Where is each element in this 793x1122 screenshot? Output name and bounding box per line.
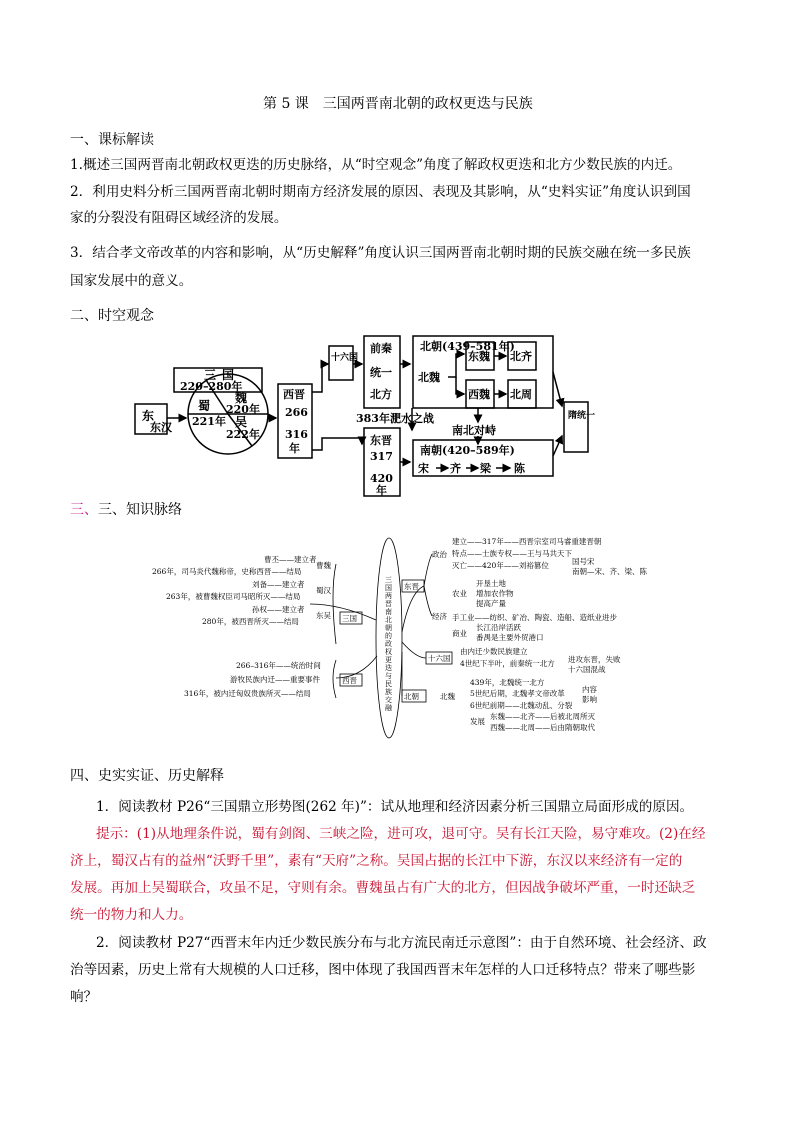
mm-bw2a: 内容 — [582, 685, 597, 694]
tl-xiwei: 西魏 — [468, 388, 490, 401]
tl-chen: 陈 — [514, 462, 525, 475]
a1-line-2: 济上，蜀汉占有的益州“沃野千里”，素有“天府”之称。吴国占据的长江中下游，东汉以来经济有一定的 — [70, 853, 683, 869]
tl-beifang: 北方 — [370, 388, 392, 401]
tl-xijin: 西晋 — [283, 388, 305, 401]
mm-miewang: 灭亡——420年——刘裕篡位 — [452, 561, 549, 570]
mm-dongwu: 东吴 — [316, 611, 331, 620]
tl-liang: 梁 — [480, 462, 491, 475]
tl-beiwei: 北魏 — [418, 371, 440, 384]
mm-shuhan: 蜀汉 — [316, 586, 331, 595]
tl-song: 宋 — [418, 462, 429, 475]
mm-beiwei: 北魏 — [440, 692, 455, 701]
mm-xj-c: 316年，被内迁匈奴贵族所灭——结局 — [184, 689, 311, 698]
tl-dongjin-nian: 年 — [376, 484, 387, 497]
tl-beiqi: 北齐 — [510, 350, 532, 363]
s1-paragraph-3a: 3．结合孝文帝改革的内容和影响，从“历史解释”角度认识三国两晋南北朝时期的民族交融在统一多民族 — [70, 245, 691, 261]
mm-bw5: 西魏——北周——后由隋朝取代 — [490, 723, 595, 732]
mindmap-diagram — [140, 532, 650, 744]
mm-dongjin: 东晋 — [404, 582, 419, 591]
tl-xijin-nian: 年 — [289, 442, 300, 455]
tl-wu: 吴 — [235, 415, 248, 429]
tl-dongjin-end: 420 — [370, 472, 393, 485]
mm-ny2: 增加农作物 — [476, 589, 514, 598]
mm-guohao: 国号宋 — [572, 557, 595, 566]
tl-xijin-start: 266 — [285, 406, 308, 419]
mm-shougongye: 手工业——纺织、矿冶、陶瓷、造船、造纸业进步 — [452, 613, 617, 622]
section-3-heading: 三、三、知识脉络 — [70, 502, 182, 518]
box-shiliuguo — [329, 346, 353, 380]
mm-bw2: 5世纪后期，北魏孝文帝改革 — [470, 689, 565, 698]
mm-fazhan: 发展 — [470, 717, 485, 726]
tl-donghan-a: 东 — [142, 409, 155, 423]
mm-cao-b: 266年，司马炎代魏称帝，史称西晋——结局 — [152, 567, 302, 576]
mm-nongye: 农业 — [452, 589, 467, 598]
mm-beichao: 北朝 — [404, 692, 419, 701]
section-2-heading: 二、时空观念 — [70, 308, 154, 324]
box-sui — [564, 402, 588, 452]
mm-nanchao: 南朝—宋、齐、梁、陈 — [572, 567, 647, 576]
tl-shiliuguo: 十六国 — [331, 353, 359, 363]
tl-dongjin: 东晋 — [370, 434, 392, 447]
mm-sl1: 由内迁少数民族建立 — [460, 647, 528, 656]
tl-dongwei: 东魏 — [468, 350, 490, 363]
a1-line-1: 提示：(1)从地理条件说，蜀有剑阁、三峡之险，进可攻，退可守。吴有长江天险，易守难攻。(2)在经 — [96, 826, 706, 842]
s1-paragraph-2a: 2．利用史料分析三国两晋南北朝时期南方经济发展的原因、表现及其影响，从“史料实证”角度认识到国 — [70, 184, 691, 200]
tl-donghan: 东汉 — [150, 421, 172, 434]
tl-wei: 魏 — [235, 391, 248, 405]
tl-beizhou: 北周 — [510, 388, 532, 401]
mm-sl3b: 十六国混战 — [568, 665, 606, 674]
s1-paragraph-3b: 国家发展中的意义。 — [70, 273, 193, 289]
mm-sun-a: 孙权——建立者 — [252, 605, 305, 614]
mm-caowei: 曹魏 — [316, 561, 331, 570]
mm-xj-a: 266–316年——统治时间 — [236, 661, 321, 670]
mm-jianli: 建立——317年——西晋宗室司马睿重建晋朝 — [452, 537, 602, 546]
tl-wu-year: 222年 — [226, 428, 260, 441]
section-1-heading: 一、课标解读 — [70, 132, 154, 148]
mm-sl3a: 进攻东晋，失败 — [568, 655, 621, 664]
mm-zhengzhi: 政治 — [432, 550, 447, 559]
mm-jingji: 经济 — [432, 612, 447, 621]
mm-bw3: 6世纪前期——北魏动乱、分裂 — [470, 701, 573, 710]
page-title: 第 5 课 三国两晋南北朝的政权更迭与民族 — [263, 96, 533, 112]
mm-tedian: 特点——士族专权——王与马共天下 — [452, 549, 572, 558]
q2-line-2: 治等因素，历史上常有大规模的人口迁移，图中体现了我国西晋末年怎样的人口迁移特点？带来了哪些影 — [70, 962, 696, 978]
tl-qianqin: 前秦 — [370, 342, 392, 355]
mm-sy1: 长江沿岸活跃 — [476, 623, 521, 632]
mm-shiliuguo: 十六国 — [428, 654, 451, 663]
q1: 1．阅读教材 P26“三国鼎立形势图(262 年)”：试从地理和经济因素分析三国鼎立局面形成的原因。 — [96, 799, 694, 815]
mm-sun-b: 280年，被西晋所灭——结局 — [202, 617, 299, 626]
timeline-diagram — [130, 332, 596, 500]
mm-cao-a: 曹丕——建立者 — [264, 555, 317, 564]
mm-xj-b: 游牧民族内迁——重要事件 — [230, 675, 320, 684]
s1-paragraph-1: 1.概述三国两晋南北朝政权更迭的历史脉络，从“时空观念”角度了解政权更迭和北方少数民族的内迁。 — [70, 157, 682, 173]
mm-sl2: 4世纪下半叶，前秦统一北方 — [460, 659, 555, 668]
tl-shu-year: 221年 — [192, 415, 226, 428]
mm-ny1: 开垦土地 — [476, 579, 506, 588]
s1-paragraph-2b: 家的分裂没有阻碍区域经济的发展。 — [70, 210, 288, 226]
section-3-heading-text: 三、知识脉络 — [98, 502, 182, 518]
a1-line-3: 发展。再加上吴蜀联合，攻虽不足，守则有余。曹魏虽占有广大的北方，但因战争破坏严重，一时还缺乏 — [70, 880, 696, 896]
tl-nanbei: 南北对峙 — [452, 424, 496, 437]
mm-bw2b: 影响 — [582, 695, 597, 704]
tl-sanguo-years: 220–280年 — [180, 380, 243, 393]
mm-sanguo: 三国 — [342, 614, 357, 623]
q2-line-1: 2．阅读教材 P27“西晋末年内迁少数民族分布与北方流民南迁示意图”：由于自然环境、社会经济、政 — [96, 935, 707, 951]
tl-sui: 隋统一 — [568, 411, 596, 421]
a1-line-4: 统一的物力和人力。 — [70, 907, 193, 923]
tl-shu: 蜀 — [198, 399, 211, 413]
mm-sy2: 番禺是主要外贸港口 — [476, 633, 544, 642]
tl-nanchao: 南朝(420–589年) — [420, 444, 515, 457]
tl-xijin-end: 316 — [285, 428, 308, 441]
tl-tongyi: 统一 — [370, 366, 392, 379]
mm-ny3: 提高产量 — [476, 599, 506, 608]
tl-feishui: 383年淝水之战 — [356, 412, 434, 425]
q2-line-3: 响？ — [70, 989, 98, 1005]
tl-sanguo: 三国 — [204, 368, 241, 382]
mm-shangye: 商业 — [452, 629, 467, 638]
tl-wei-year: 220年 — [226, 403, 260, 416]
mm-liu-b: 263年，被曹魏权臣司马昭所灭——结局 — [166, 592, 301, 601]
tl-qi: 齐 — [450, 462, 461, 475]
mm-liu-a: 刘备——建立者 — [252, 580, 305, 589]
tl-dongjin-start: 317 — [370, 450, 393, 463]
mm-bw1: 439年，北魏统一北方 — [470, 678, 545, 687]
mm-xijin: 西晋 — [342, 676, 357, 685]
mm-center: 三国两晋南北朝的政权更迭与民族交融 — [385, 576, 392, 712]
mm-bw4: 东魏——北齐——后被北周所灭 — [490, 712, 595, 721]
section-4-heading: 四、史实实证、历史解释 — [70, 768, 224, 784]
tl-beichao: 北朝(439–581年) — [420, 340, 515, 353]
